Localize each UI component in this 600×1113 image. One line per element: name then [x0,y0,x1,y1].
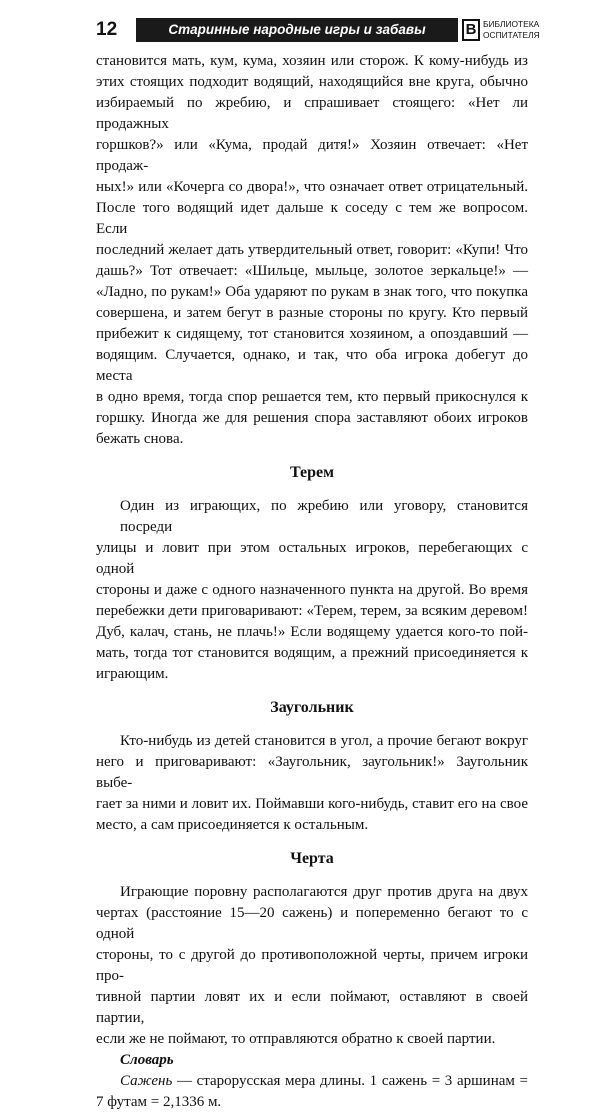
glossary-definition: — старорусская мера длины. 1 сажень = 3 аршинам = [172,1073,528,1089]
running-header [96,18,540,42]
glossary-entry [96,1071,528,1113]
text-line: если же не поймают, то отправляются обратно к своей партии. [96,1031,496,1047]
text-line: место, а сам присоединяется к остальным. [96,817,369,833]
text-line: в одно время, тогда спор решается тем, кто первый прикоснулся к [96,389,528,405]
cherta-paragraph [96,882,528,1050]
text-line: стороны, то с другой до противоположной черты, причем игроки про- [96,947,528,984]
text-line: становится мать, кум, кума, хозяин или сторож. К кому-нибудь из [96,53,528,69]
text-line: стороны и даже с одного назначенного пункта на другой. Во время [96,582,528,598]
logo-text [483,19,540,41]
glossary-term: Сажень [120,1073,173,1089]
text-line: этих стоящих подходит водящий, находящийся вне круга, обычно [96,74,528,90]
text-line: улицы и ловит при этом остальных игроков, перебегающих с одной [96,540,528,577]
terem-paragraph [96,496,528,685]
text-line: горшку. Иногда же для решения спора заставляют обоих игроков [96,410,528,426]
text-line: Кто-нибудь из детей становится в угол, а прочие бегают вокруг [120,733,528,749]
text-line: прибежит к сидящему, тот становится хозяином, а опоздавший — [96,326,528,342]
logo-letter-icon: В [462,19,480,41]
zaugolnik-paragraph [96,731,528,836]
logo-line-1: БИБЛИОТЕКА [483,19,540,29]
text-line: перебежки дети приговаривают: «Терем, терем, за всяким деревом! [96,603,528,619]
text-line: Дуб, калач, стань, не плачь!» Если водящему удается кого-то пой- [96,624,528,640]
text-line: Один из играющих, по жребию или уговору, становится посреди [120,498,528,535]
text-line: водящим. Случается, однако, и так, что оба игрока добегут до места [96,347,528,384]
text-line: последний желает дать утвердительный ответ, говорит: «Купи! Что [96,242,528,258]
text-line: мать, тогда тот становится водящим, а прежний присоединяется к [96,645,528,661]
logo-line-2: ОСПИТАТЕЛЯ [483,30,540,40]
text-line: избираемый по жребию, и спрашивает стоящего: «Нет ли продажных [96,95,528,132]
page-body [96,51,528,1113]
text-line: «Ладно, по рукам!» Оба ударяют по рукам в знак того, что покупка [96,284,528,300]
text-line: 7 футам = 2,1336 м. [96,1094,222,1110]
text-line: чертах (расстояние 15—20 сажень) и попеременно бегают то с одной [96,905,528,942]
glossary-heading: Словарь [120,1052,174,1068]
text-line: бежать снова. [96,431,184,447]
text-line: совершена, и затем бегут в разные стороны по кругу. Кто первый [96,305,528,321]
text-line: тивной партии ловят их и если поймают, оставляют в своей партии, [96,989,528,1026]
section-title-zaugolnik: Заугольник [270,699,354,716]
section-title-cherta: Черта [290,850,334,867]
running-title: Старинные народные игры и забавы [136,18,458,42]
text-line: горшков?» или «Кума, продай дитя!» Хозяин отвечает: «Нет продаж- [96,137,528,174]
section-title-terem: Терем [289,464,335,481]
intro-paragraph [96,51,528,450]
text-line: играющим. [96,666,169,682]
text-line: ных!» или «Кочерга со двора!», что означает ответ отрицательный. [96,179,528,195]
text-line: него и приговаривают: «Заугольник, заугольник!» Заугольник выбе- [96,754,528,791]
text-line: дашь?» Тот отвечает: «Шильце, мыльце, золотое зеркальце!» — [96,263,528,279]
page-number: 12 [96,19,118,40]
glossary-line [96,1071,528,1092]
series-logo [462,18,540,42]
text-line: гает за ними и ловит их. Поймавши кого-нибудь, ставит его на свое [96,796,528,812]
text-line: Играющие поровну располагаются друг против друга на двух [120,884,528,900]
text-line: После того водящий идет дальше к соседу с тем же вопросом. Если [96,200,528,237]
